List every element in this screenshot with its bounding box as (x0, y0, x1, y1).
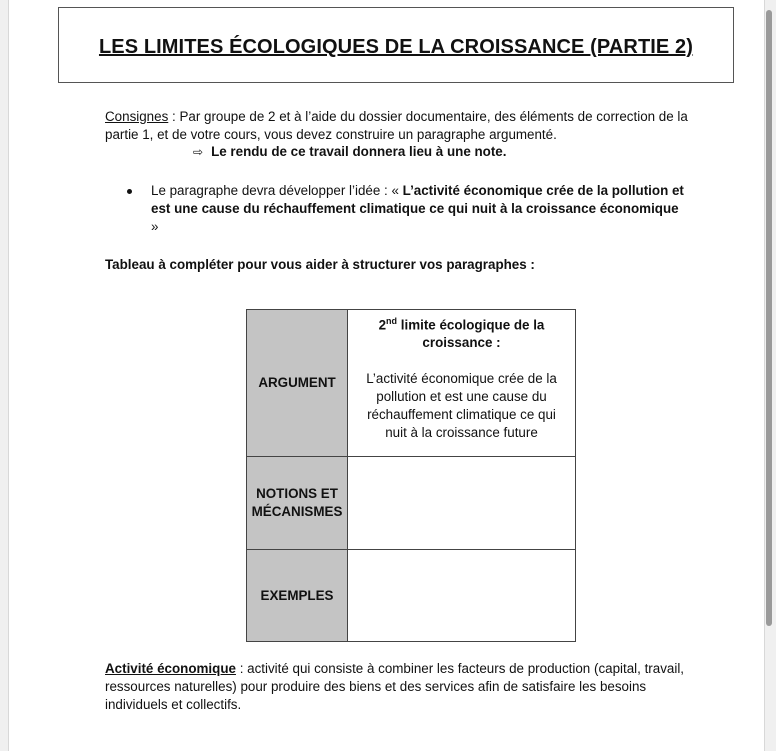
notions-cell[interactable] (348, 457, 576, 550)
header-exemples: EXEMPLES (247, 550, 348, 642)
exemples-cell[interactable] (348, 550, 576, 642)
table-row (247, 310, 576, 457)
bullet-icon (127, 189, 132, 194)
bullet-close: » (151, 219, 159, 234)
bullet-item (127, 182, 687, 236)
instructions-paragraph (105, 108, 695, 144)
definition-text: : activité qui consiste à combiner les facteurs de production (capital, travail, ressources naturelles) pour produire des biens et des services afin de satisfaire les besoins individuels et collectifs. (105, 661, 685, 712)
grading-note-text: Le rendu de ce travail donnera lieu à une note. (211, 144, 507, 159)
document-page (8, 0, 765, 751)
header-argument: ARGUMENT (247, 310, 348, 457)
table-row (247, 457, 576, 550)
definition-term: Activité économique (105, 661, 236, 676)
bullet-idea: L’activité économique crée de la pollution et est une cause du réchauffement climatique ce qui nuit à la croissance économique (151, 183, 684, 216)
cell-title-num: 2 (378, 317, 387, 333)
instructions-text: : Par groupe de 2 et à l’aide du dossier documentaire, des éléments de correction de la partie 1, et de votre cours, vous devez construire un paragraphe argumenté. (105, 109, 688, 142)
cell-title-sup: nd (386, 316, 398, 326)
bullet-intro: Le paragraphe devra développer l’idée : « (151, 183, 403, 198)
title-box (58, 7, 734, 83)
table-row (247, 550, 576, 642)
cell-title-rest: limite écologique de la croissance : (397, 317, 545, 351)
cell-body: L’activité économique crée de la pollution et est une cause du réchauffement climatique ce qui nuit à la croissance future (366, 371, 557, 441)
instructions-label: Consignes (105, 109, 169, 124)
grading-note (193, 144, 506, 159)
header-notions: NOTIONS ET MÉCANISMES (247, 457, 348, 550)
cell-title (348, 312, 575, 352)
bullet-text (151, 182, 687, 236)
document-title: LES LIMITES ÉCOLOGIQUES DE LA CROISSANCE (PARTIE 2) (98, 36, 694, 58)
argument-cell[interactable] (348, 310, 576, 457)
table-intro: Tableau à compléter pour vous aider à structurer vos paragraphes : (105, 257, 535, 272)
vertical-scrollbar[interactable] (766, 10, 772, 626)
arrow-right-icon: ⇨ (193, 145, 204, 159)
definition-paragraph (105, 660, 685, 714)
structure-table (246, 309, 576, 642)
